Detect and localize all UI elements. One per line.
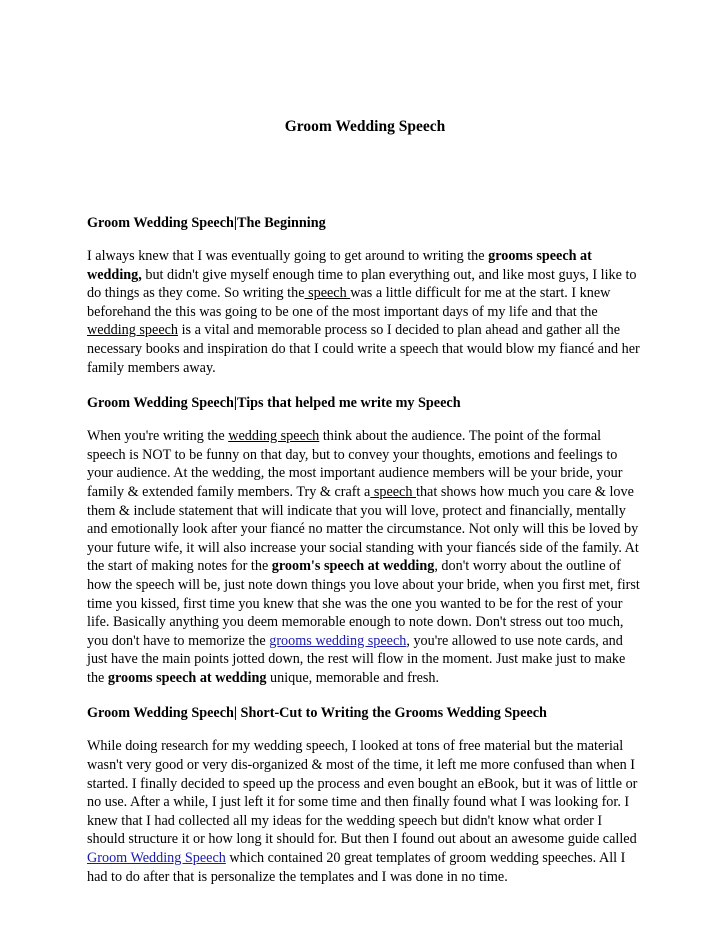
text-run: , don't worry about the outline of how the speech will be, just note down things you love about your bride, when you first met, first time you kissed, first time you knew that she was the one you wanted to be for the rest of your life. Basically anything you deem memorable enough to note down. Don't stress out too much, you don't have to memorize the	[87, 558, 640, 649]
bold-text: grooms speech at wedding	[107, 669, 267, 686]
speech-link[interactable]: speech	[370, 483, 416, 500]
text-run: While doing research for my wedding speech, I looked at tons of free material but the material wasn't very good or very dis-organized & most of the time, it left me more confused than when I started. I finally decided to speed up the process and even bought an eBook, but it was of little or no use. After a while, I just left it for some time and then finally found what I was looking for. I knew that I had collected all my ideas for the wedding speech but didn't know what order I should structure it or how long it should for. But then I found out about an awesome guide called	[87, 738, 638, 848]
section-heading-shortcut: Groom Wedding Speech| Short-Cut to Writing the Grooms Wedding Speech	[87, 705, 547, 722]
paragraph-tips	[87, 427, 643, 687]
text-run: When you're writing the	[87, 428, 229, 445]
text-run: which contained 20 great templates of groom wedding speeches. All I had to do after that is personalize the templates and I was done in no time.	[87, 850, 626, 885]
text-run: think about the audience. The point of the formal speech is NOT to be funny on that day, but to convey your thoughts, emotions and feelings to your audience. At the wedding, the most important audience members will be your bride, your family & extended family members. Try & craft a	[87, 428, 623, 500]
wedding-speech-link[interactable]: wedding speech	[87, 322, 179, 339]
text-run: but didn't give myself enough time to plan everything out, and like most guys, I like to do things as they come. So writing the	[87, 266, 637, 302]
text-run: unique, memorable and fresh.	[266, 669, 440, 686]
text-run: was a little difficult for me at the start. I knew beforehand the this was going to be one of the most important days of my life and that the	[87, 285, 611, 320]
wedding-speech-link[interactable]: wedding speech	[228, 428, 320, 445]
groom-wedding-speech-link[interactable]: Groom Wedding Speech	[87, 850, 226, 867]
bold-text: groom's speech at wedding	[271, 558, 435, 575]
text-run: I always knew that I was eventually going to get around to writing the	[87, 248, 489, 264]
text-run: is a vital and memorable process so I decided to plan ahead and gather all the necessary books and inspiration do that I could write a speech that would blow my fiancé and her family members away.	[87, 322, 640, 376]
text-run: , you're allowed to use note cards, and just have the main points jotted down, the rest will flow in the moment. Just make just to make the	[87, 632, 626, 686]
grooms-wedding-speech-link[interactable]: grooms wedding speech	[269, 632, 407, 649]
paragraph-shortcut	[87, 737, 643, 886]
document-title: Groom Wedding Speech	[284, 118, 446, 135]
bold-text: grooms speech at wedding,	[87, 248, 592, 283]
document-body	[87, 213, 643, 902]
paragraph-beginning	[87, 247, 643, 377]
section-heading-tips: Groom Wedding Speech|Tips that helped me write my Speech	[87, 395, 461, 412]
section-heading-beginning: Groom Wedding Speech|The Beginning	[87, 215, 326, 231]
text-run: that shows how much you care & love them & include statement that will indicate that you will love, protect and financially, mentally and emotionally look after your fiancé no matter the circumstance. Not only will this be loved by your future wife, it will also increase your social standing with your fiancés side of the family. At the start of making notes for the	[87, 483, 639, 575]
speech-link[interactable]: speech	[304, 285, 351, 302]
